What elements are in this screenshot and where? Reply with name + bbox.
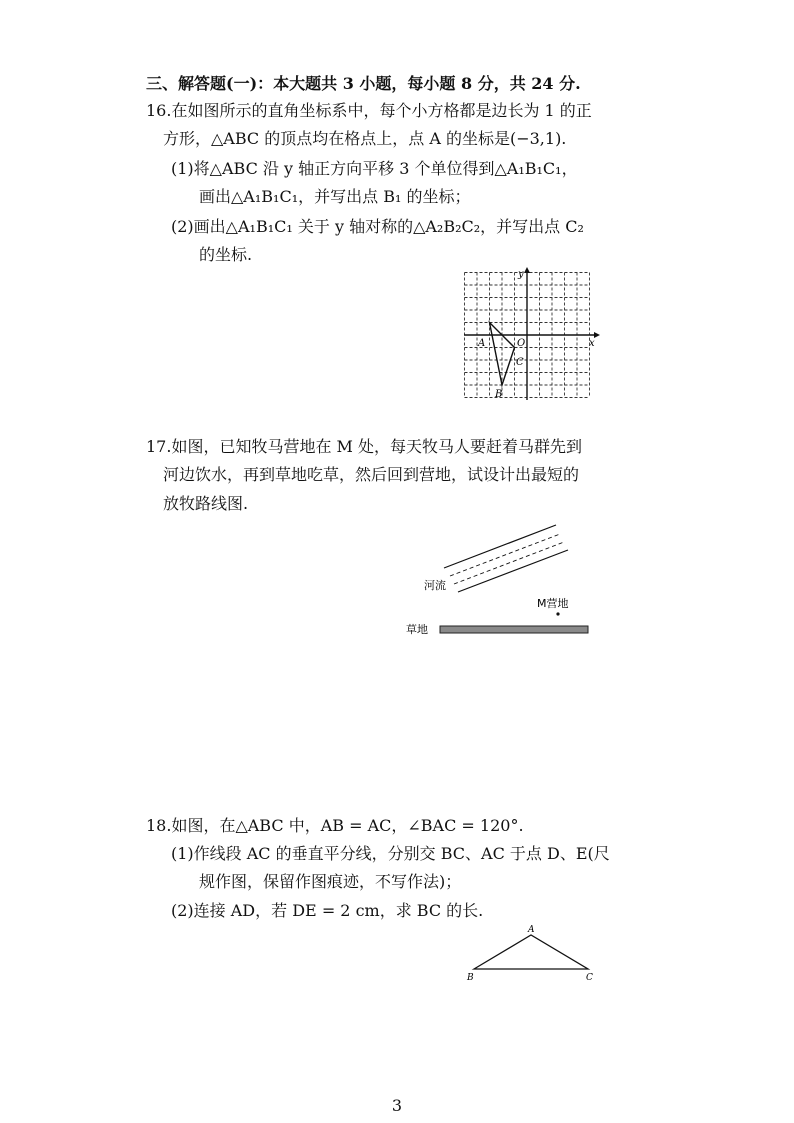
q18-point-c-label: C [586, 973, 593, 983]
q18-part1-line1: (1)作线段 AC 的垂直平分线，分别交 BC、AC 于点 D、E(尺 [171, 844, 610, 863]
q18-part2-line1: (2)连接 AD，若 DE = 2 cm，求 BC 的长. [171, 901, 484, 920]
q16-origin-label: O [517, 338, 526, 349]
q17-river-dash-2 [454, 542, 564, 584]
q16-coordinate-grid-figure [462, 266, 602, 402]
q16-part1-line2: 画出△A₁B₁C₁，并写出点 B₁ 的坐标； [199, 187, 471, 206]
q17-text-line3: 放牧路线图. [163, 494, 249, 513]
q18-text-line1: 18.如图，在△ABC 中，AB = AC，∠BAC = 120°. [146, 816, 524, 835]
q17-river-dash-1 [450, 534, 560, 576]
q16-part1-line1: (1)将△ABC 沿 y 轴正方向平移 3 个单位得到△A₁B₁C₁， [171, 159, 578, 178]
q17-camp-label: M营地 [537, 597, 569, 610]
q16-point-b-label: B [495, 389, 503, 400]
q18-point-a-label: A [528, 925, 535, 935]
q16-x-axis-arrow-icon [594, 332, 600, 338]
q16-x-axis-label: x [589, 338, 595, 349]
q16-point-c-label: C [516, 357, 524, 368]
q17-text-line1: 17.如图，已知牧马营地在 M 处，每天牧马人要赶着马群先到 [146, 437, 583, 456]
q16-text-line2: 方形，△ABC 的顶点均在格点上，点 A 的坐标是(−3,1). [163, 129, 567, 148]
page-number: 3 [391, 1096, 403, 1115]
q18-triangle-abc [474, 935, 588, 969]
q16-text-line1: 16.在如图所示的直角坐标系中，每个小方格都是边长为 1 的正 [146, 101, 592, 120]
q16-y-axis-label: y [518, 269, 524, 280]
q17-grass-label: 草地 [406, 623, 428, 636]
q17-camp-point [556, 612, 559, 615]
q18-point-b-label: B [467, 973, 474, 983]
q17-text-line2: 河边饮水，再到草地吃草，然后回到营地，试设计出最短的 [163, 465, 580, 484]
q18-part1-line2: 规作图，保留作图痕迹，不写作法)； [199, 872, 462, 891]
q18-triangle-figure [462, 920, 602, 990]
q17-grassland-bar [440, 626, 588, 633]
q17-pasture-figure [400, 510, 600, 645]
q16-point-a-label: A [478, 338, 486, 349]
q16-part2-line1: (2)画出△A₁B₁C₁ 关于 y 轴对称的△A₂B₂C₂，并写出点 C₂ [171, 217, 584, 236]
section-heading: 三、解答题(一)：本大题共 3 小题，每小题 8 分，共 24 分. [146, 74, 581, 93]
q16-y-axis-arrow-icon [524, 267, 530, 273]
q17-river-label: 河流 [424, 579, 446, 592]
q16-part2-line2: 的坐标. [199, 245, 253, 264]
